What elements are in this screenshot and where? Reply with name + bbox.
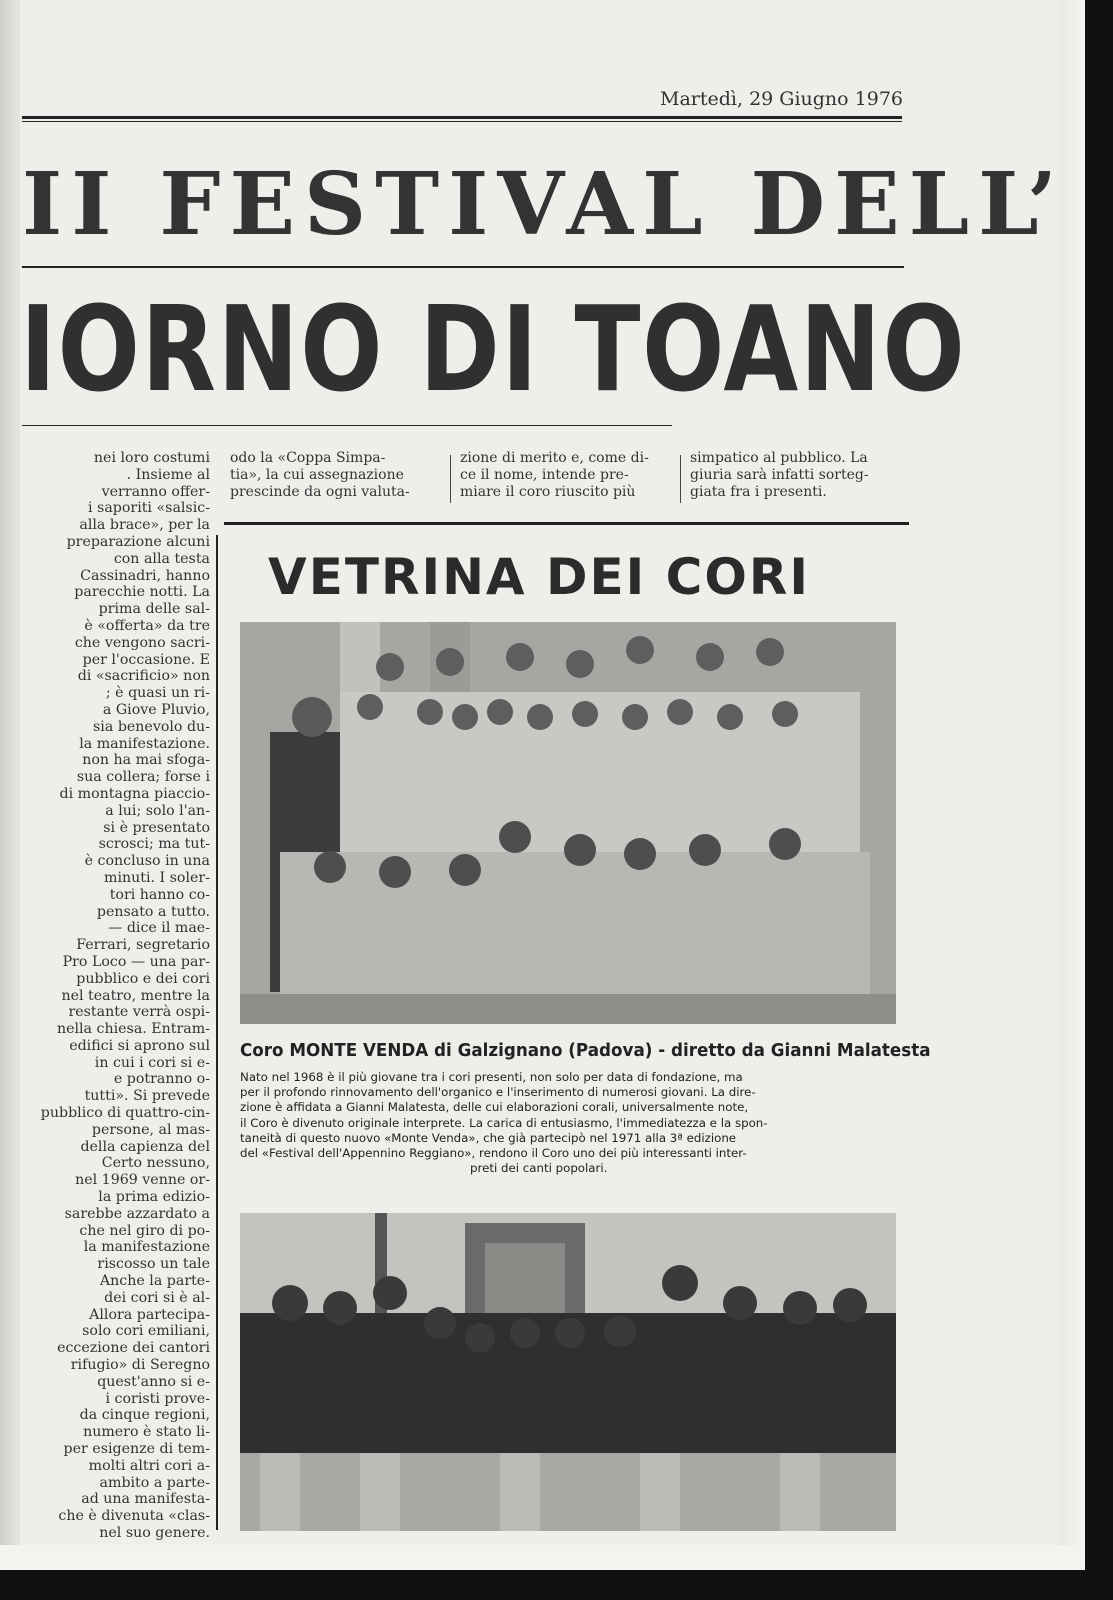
choir-group-image bbox=[240, 622, 896, 1024]
box-title: VETRINA DEI CORI bbox=[268, 548, 810, 606]
text-line: sarebbe azzardato a bbox=[64, 1205, 210, 1222]
text-line: tori hanno co- bbox=[109, 886, 210, 903]
headline-bottom-rule bbox=[22, 425, 672, 426]
text-line: dei cori si è al- bbox=[104, 1289, 210, 1306]
caption-line: per il profondo rinnovamento dell'organico e l'inserimento di numerosi giovani. La dire- bbox=[240, 1085, 756, 1100]
box-top-rule bbox=[224, 522, 909, 525]
text-line: giuria sarà infatti sorteg- bbox=[690, 467, 869, 483]
text-line: di «sacrificio» non bbox=[77, 668, 210, 685]
text-line: Certo nessuno, bbox=[101, 1155, 210, 1172]
text-line: ; è quasi un ri- bbox=[105, 685, 210, 702]
headline-rule bbox=[22, 266, 904, 268]
text-line: molti altri cori a- bbox=[88, 1457, 210, 1474]
choir-singing-image bbox=[240, 1213, 896, 1531]
text-line: si è presentato bbox=[103, 819, 210, 836]
column-separator bbox=[680, 455, 681, 503]
text-line: nella chiesa. Entram- bbox=[56, 1021, 210, 1038]
text-line: — dice il mae- bbox=[108, 920, 210, 937]
text-line: solo cori emiliani, bbox=[82, 1323, 210, 1340]
text-line: e potranno o- bbox=[113, 1071, 210, 1088]
text-line: quest'anno si e- bbox=[97, 1373, 210, 1390]
caption-line: il Coro è divenuto originale interprete. La carica di entusiasmo, l'immediatezza e la spon- bbox=[240, 1115, 768, 1130]
text-line: nei loro costumi bbox=[93, 450, 210, 466]
text-line: è concluso in una bbox=[84, 853, 210, 870]
text-line: la manifestazione. bbox=[79, 735, 210, 752]
caption-line: zione è affidata a Gianni Malatesta, delle cui elaborazioni corali, universalmente note, bbox=[240, 1100, 749, 1115]
text-line: per esigenze di tem- bbox=[63, 1441, 210, 1458]
text-line: riscosso un tale bbox=[97, 1256, 210, 1273]
caption-title: Coro MONTE VENDA di Galzignano (Padova) - diretto da Gianni Malatesta bbox=[240, 1040, 931, 1061]
article-column-1 bbox=[230, 450, 442, 501]
text-line: prima delle sal- bbox=[98, 601, 210, 618]
text-line: a lui; solo l'an- bbox=[105, 802, 210, 819]
text-line: zione di merito e, come di- bbox=[460, 450, 649, 466]
text-line: odo la «Coppa Simpa- bbox=[230, 450, 386, 466]
column-rule bbox=[216, 535, 218, 1530]
issue-date: Martedì, 29 Giugno 1976 bbox=[660, 88, 904, 110]
text-line: sua collera; forse i bbox=[76, 769, 210, 786]
text-line: con alla testa bbox=[113, 550, 210, 567]
page-bottom-edge bbox=[0, 1545, 1085, 1570]
text-line: eccezione dei cantori bbox=[57, 1340, 210, 1357]
text-line: miare il coro riuscito più bbox=[460, 484, 636, 500]
text-line: della capienza del bbox=[80, 1138, 210, 1155]
text-line: simpatico al pubblico. La bbox=[690, 450, 868, 466]
text-line: persone, al mas- bbox=[91, 1121, 210, 1138]
text-line: prescinde da ogni valuta- bbox=[230, 484, 410, 500]
text-line: tutti». Si prevede bbox=[84, 1088, 210, 1105]
choir-singing-photo bbox=[240, 1213, 896, 1531]
text-line: rifugio» di Seregno bbox=[70, 1357, 210, 1374]
text-line: da cinque regioni, bbox=[79, 1407, 210, 1424]
text-line: minuti. I soler- bbox=[104, 869, 210, 886]
article-column-2 bbox=[460, 450, 672, 501]
caption-line: Nato nel 1968 è il più giovane tra i cori presenti, non solo per data di fondazione, ma bbox=[240, 1070, 743, 1084]
text-line: Cassinadri, hanno bbox=[80, 567, 210, 584]
text-line: i saporiti «salsic- bbox=[88, 500, 210, 517]
text-line: giata fra i presenti. bbox=[690, 484, 827, 500]
text-line: è «offerta» da tre bbox=[84, 617, 210, 634]
text-line: verranno offer- bbox=[101, 483, 210, 500]
text-line: che vengono sacri- bbox=[74, 634, 210, 651]
column-separator bbox=[450, 455, 451, 503]
choir-group-photo bbox=[240, 622, 896, 1024]
text-line: la manifestazione bbox=[83, 1239, 210, 1256]
text-line: di montagna piaccio- bbox=[59, 785, 210, 802]
text-line: preparazione alcuni bbox=[66, 533, 210, 550]
text-line: Ferrari, segretario bbox=[76, 937, 210, 954]
caption-line: preti dei canti popolari. bbox=[470, 1161, 608, 1176]
masthead-rule bbox=[22, 116, 902, 119]
text-line: che è divenuta «clas- bbox=[58, 1508, 210, 1525]
binding-gutter bbox=[0, 0, 20, 1570]
text-line: parecchie notti. La bbox=[74, 584, 210, 601]
text-line: la prima edizio- bbox=[98, 1189, 210, 1206]
text-line: nel 1969 venne or- bbox=[75, 1172, 210, 1189]
caption-line: del «Festival dell'Appennino Reggiano», rendono il Coro uno dei più interessanti inter- bbox=[240, 1146, 747, 1161]
caption-line: taneità di questo nuovo «Monte Venda», che già partecipò nel 1971 alla 3ª edizione bbox=[240, 1130, 737, 1145]
text-line: nel suo genere. bbox=[99, 1525, 210, 1541]
text-line: tia», la cui assegnazione bbox=[230, 467, 404, 483]
text-line: a Giove Pluvio, bbox=[102, 701, 210, 718]
text-line: pensato a tutto. bbox=[96, 903, 210, 920]
text-line: alla brace», per la bbox=[79, 517, 210, 534]
text-line: restante verrà ospi- bbox=[68, 1004, 210, 1021]
text-line: ad una manifesta- bbox=[81, 1491, 210, 1508]
text-line: pubblico di quattro-cin- bbox=[40, 1105, 210, 1122]
text-line: Anche la parte- bbox=[99, 1273, 210, 1290]
text-line: per l'occasione. E bbox=[82, 651, 210, 668]
text-line: ambito a parte- bbox=[99, 1474, 210, 1491]
text-line: nel teatro, mentre la bbox=[61, 987, 210, 1004]
text-line: ce il nome, intende pre- bbox=[460, 467, 629, 483]
text-line: numero è stato li- bbox=[83, 1424, 210, 1441]
caption-text bbox=[240, 1070, 904, 1176]
text-line: . Insieme al bbox=[126, 466, 210, 483]
text-line: che nel giro di po- bbox=[79, 1222, 210, 1239]
article-column-3 bbox=[690, 450, 905, 501]
text-line: pubblico e dei cori bbox=[76, 970, 210, 987]
text-line: non ha mai sfoga- bbox=[82, 752, 210, 769]
text-line: edifici si aprono sul bbox=[69, 1037, 210, 1054]
text-line: in cui i cori si e- bbox=[94, 1054, 210, 1071]
masthead-rule-thin bbox=[22, 121, 902, 122]
left-article-column bbox=[22, 450, 210, 1542]
text-line: scrosci; ma tut- bbox=[98, 836, 210, 853]
text-line: Allora partecipa- bbox=[89, 1306, 210, 1323]
text-line: Pro Loco — una par- bbox=[62, 953, 210, 970]
headline-line-1: II FESTIVAL DELL’ bbox=[22, 154, 1066, 255]
text-line: sia benevolo du- bbox=[93, 718, 210, 735]
text-line: i coristi prove- bbox=[105, 1390, 210, 1407]
headline-line-2: IORNO DI TOANO bbox=[20, 280, 967, 418]
